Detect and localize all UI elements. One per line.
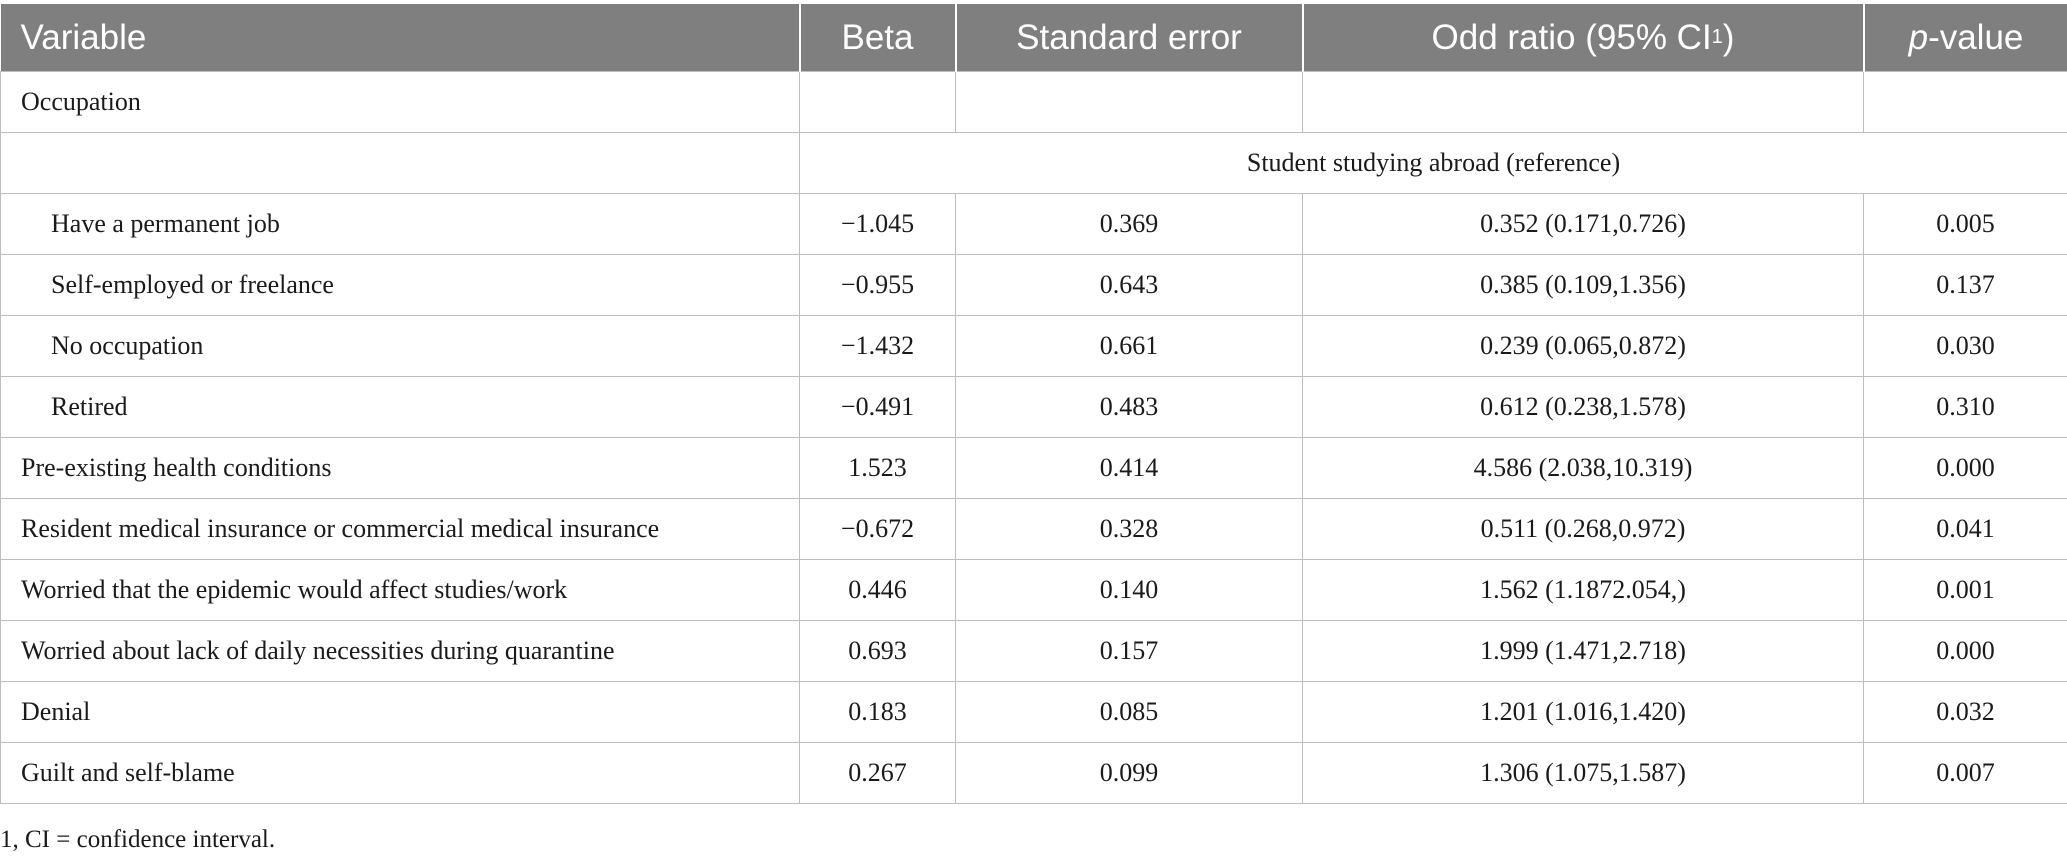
- cell-standard-error: 0.369: [956, 194, 1303, 255]
- cell-odd-ratio: 1.306 (1.075,1.587): [1303, 743, 1864, 804]
- cell-variable: Retired: [1, 377, 800, 438]
- table-row: [1, 560, 2067, 621]
- cell-variable: Self-employed or freelance: [1, 255, 800, 316]
- cell-odd-ratio: 0.239 (0.065,0.872): [1303, 316, 1864, 377]
- table-header: [1, 4, 2067, 72]
- cell-p-value: 0.137: [1864, 255, 2067, 316]
- cell-p-value: 0.000: [1864, 621, 2067, 682]
- cell-odd-ratio: 0.511 (0.268,0.972): [1303, 499, 1864, 560]
- cell-p-value: 0.005: [1864, 194, 2067, 255]
- cell-beta: −0.491: [800, 377, 956, 438]
- cell-p-value: 0.030: [1864, 316, 2067, 377]
- cell-odd-ratio: 4.586 (2.038,10.319): [1303, 438, 1864, 499]
- cell-p-value: 0.000: [1864, 438, 2067, 499]
- cell-beta: −0.672: [800, 499, 956, 560]
- header-odd-ratio: [1303, 4, 1864, 72]
- header-p-italic: p: [1908, 17, 1929, 57]
- header-p-suffix: -value: [1928, 17, 2024, 57]
- cell-odd-ratio: 0.385 (0.109,1.356): [1303, 255, 1864, 316]
- cell-beta: −1.045: [800, 194, 956, 255]
- cell-p-value: 0.041: [1864, 499, 2067, 560]
- table-row: [1, 743, 2067, 804]
- table-footnote: 1, CI = confidence interval.: [0, 826, 276, 853]
- cell-odd-ratio: 1.562 (1.1872.054,): [1303, 560, 1864, 621]
- table-row: [1, 499, 2067, 560]
- cell-standard-error: 0.643: [956, 255, 1303, 316]
- cell-variable: Worried about lack of daily necessities during quarantine: [1, 621, 800, 682]
- header-beta: Beta: [800, 4, 956, 72]
- header-variable: Variable: [1, 4, 800, 72]
- cell-standard-error: 0.483: [956, 377, 1303, 438]
- cell-standard-error: 0.414: [956, 438, 1303, 499]
- cell-odd-ratio: 0.352 (0.171,0.726): [1303, 194, 1864, 255]
- cell-beta: 0.183: [800, 682, 956, 743]
- reference-row: [1, 133, 2067, 194]
- cell-variable: Worried that the epidemic would affect studies/work: [1, 560, 800, 621]
- table-row: [1, 621, 2067, 682]
- table-row: [1, 377, 2067, 438]
- empty-cell: [1864, 72, 2067, 133]
- table-row: [1, 255, 2067, 316]
- cell-standard-error: 0.328: [956, 499, 1303, 560]
- cell-variable: Pre-existing health conditions: [1, 438, 800, 499]
- table-row: [1, 438, 2067, 499]
- cell-variable: Have a permanent job: [1, 194, 800, 255]
- header-odd-ratio-text: Odd ratio (95% CI: [1431, 17, 1712, 57]
- cell-beta: 0.693: [800, 621, 956, 682]
- cell-variable: Guilt and self-blame: [1, 743, 800, 804]
- cell-standard-error: 0.661: [956, 316, 1303, 377]
- cell-variable: Denial: [1, 682, 800, 743]
- cell-p-value: 0.310: [1864, 377, 2067, 438]
- header-p-value: [1864, 4, 2067, 72]
- table-row: [1, 316, 2067, 377]
- section-label-occupation: Occupation: [1, 72, 800, 133]
- cell-p-value: 0.007: [1864, 743, 2067, 804]
- footnote-marker: 1: [1711, 25, 1723, 48]
- header-row: [1, 4, 2067, 72]
- empty-cell: [800, 72, 956, 133]
- cell-variable: No occupation: [1, 316, 800, 377]
- empty-cell: [956, 72, 1303, 133]
- cell-beta: −1.432: [800, 316, 956, 377]
- cell-p-value: 0.032: [1864, 682, 2067, 743]
- header-standard-error: Standard error: [956, 4, 1303, 72]
- cell-beta: 0.267: [800, 743, 956, 804]
- table-row: [1, 682, 2067, 743]
- table-row: [1, 194, 2067, 255]
- empty-cell: [1303, 72, 1864, 133]
- cell-standard-error: 0.085: [956, 682, 1303, 743]
- cell-p-value: 0.001: [1864, 560, 2067, 621]
- cell-beta: −0.955: [800, 255, 956, 316]
- cell-beta: 1.523: [800, 438, 956, 499]
- cell-odd-ratio: 1.999 (1.471,2.718): [1303, 621, 1864, 682]
- cell-standard-error: 0.099: [956, 743, 1303, 804]
- regression-table-container: [0, 4, 2067, 804]
- cell-beta: 0.446: [800, 560, 956, 621]
- cell-standard-error: 0.140: [956, 560, 1303, 621]
- section-row-occupation: [1, 72, 2067, 133]
- table-body: [1, 72, 2067, 804]
- regression-table: [0, 4, 2067, 804]
- cell-variable: Resident medical insurance or commercial medical insurance: [1, 499, 800, 560]
- cell-odd-ratio: 1.201 (1.016,1.420): [1303, 682, 1864, 743]
- empty-cell: [1, 133, 800, 194]
- cell-standard-error: 0.157: [956, 621, 1303, 682]
- reference-label: Student studying abroad (reference): [800, 133, 2067, 194]
- cell-odd-ratio: 0.612 (0.238,1.578): [1303, 377, 1864, 438]
- header-odd-ratio-close: ): [1722, 17, 1735, 57]
